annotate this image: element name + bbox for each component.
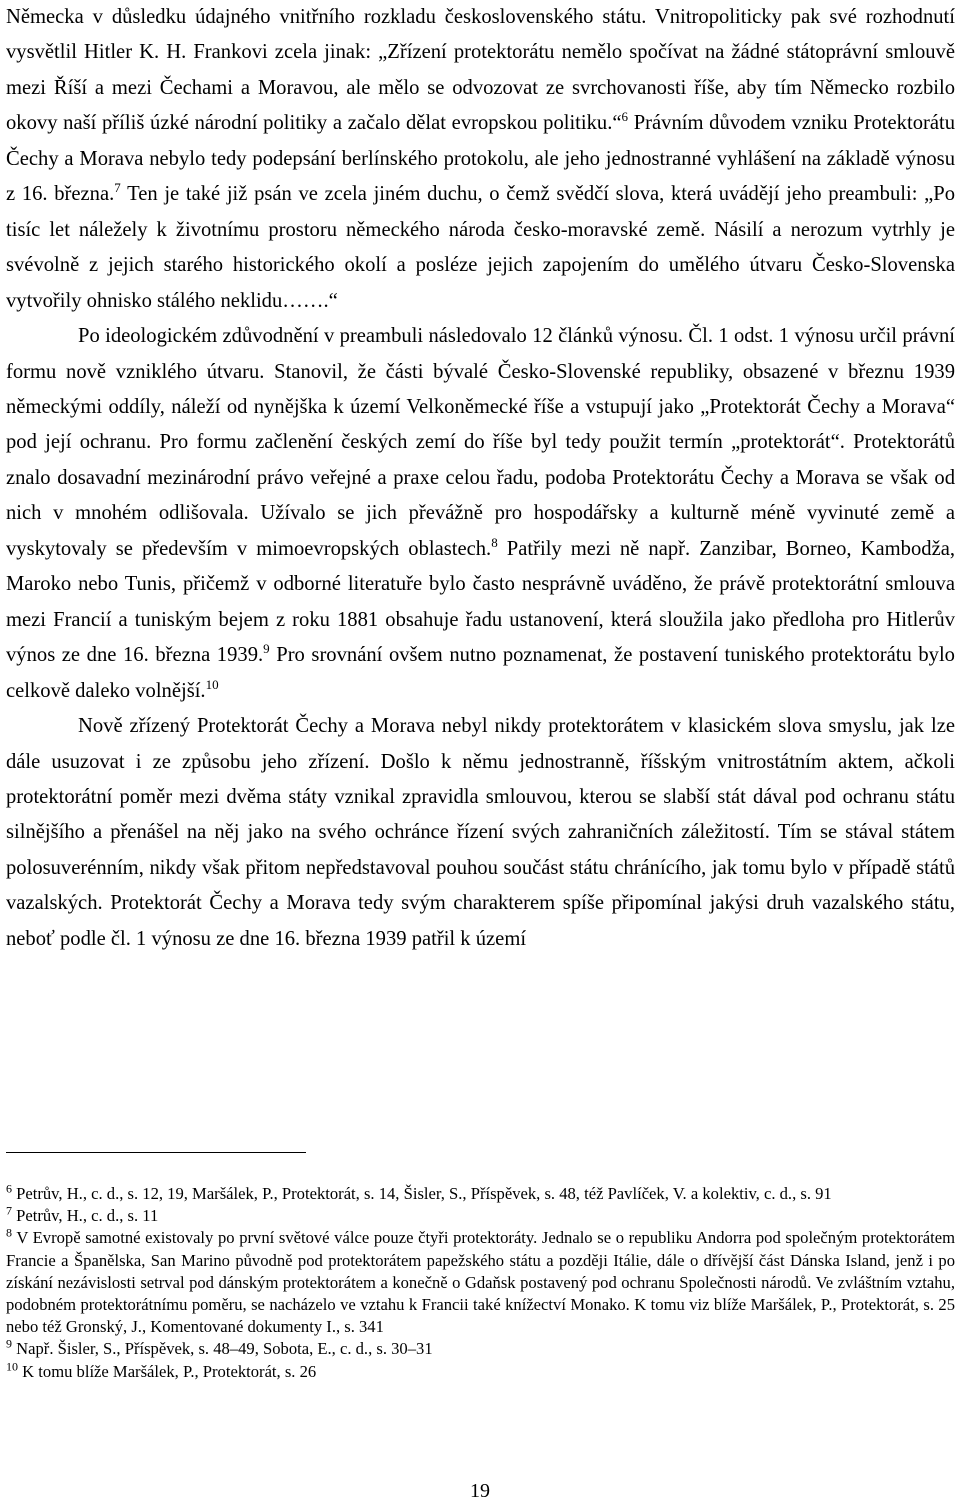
footnote-text: Např. Šisler, S., Příspěvek, s. 48–49, Sobota, E., c. d., s. 30–31 (12, 1339, 433, 1359)
footnotes (6, 1183, 955, 1383)
paragraph-text: Pro srovnání ovšem nutno poznamenat, že postavení tuniského protektorátu bylo celkově daleko volnější. (6, 644, 955, 702)
paragraph-text: Nově zřízený Protektorát Čechy a Morava nebyl nikdy protektorátem v klasickém slova smyslu, jak lze dále usuzovat i ze způsobu jeho zřízení. Došlo k němu jednostranně, říšským vnitrostátním aktem, ačkoli protektorátní poměr mezi dvěma státy vznikal zpravidla smlouvou, kterou se slabší stát dával pod ochranu státu silnějšího a přenášel na něj jako na svého ochránce řízení svých zahraničních záležitostí. Tím se stával státem polosuverénním, nikdy však přitom nepředstavoval pouhou součást státu chránícího, jak tomu bylo v případě států vazalských. Protektorát Čechy a Morava tedy svým charakterem spíše připomínal jakýsi druh vazalského státu, neboť podle čl. 1 výnosu ze dne 16. března 1939 patřil k území (6, 715, 955, 950)
paragraph-text: Právním důvodem vzniku Protektorátu Čechy a Morava nebylo tedy podepsání berlínského protokolu, ale jeho jednostranné vyhlášení na základě výnosu z 16. března. (6, 112, 956, 206)
paragraph (6, 319, 955, 709)
paragraph-text: Po ideologickém zdůvodnění v preambuli následovalo 12 článků výnosu. Čl. 1 odst. 1 výnosu určil právní formu nově vzniklého útvaru. Stanovil, že části bývalé Česko-Slovenské republiky, obsazené v březnu 1939 německými oddíly, náleží od nynějška k území Velkoněmecké říše a vstupují jako „Protektorát Čechy a Morava“ pod její ochranu. Pro formu začlenění českých zemí do říše byl tedy použit termín „protektorát“. Protektorátů znalo dosavadní mezinárodní právo veřejné a praxe celou řadu, podoba Protektorátu Čechy a Morava se však od nich v mnohém odlišovala. Užívalo se jich převážně pro hospodářsky a kulturně méně vyvinuté země a vyskytovaly se především v mimoevropských oblastech. (6, 325, 955, 560)
page-number: 19 (470, 1480, 490, 1502)
footnote (6, 1227, 955, 1338)
footnote (6, 1183, 955, 1205)
footnote-text: Petrův, H., c. d., s. 12, 19, Maršálek, P., Protektorát, s. 14, Šisler, S., Příspěvek, s. 48, též Pavlíček, V. a kolektiv, c. d., s. 91 (12, 1184, 832, 1203)
paragraph (6, 0, 955, 319)
footnote (6, 1361, 955, 1383)
paragraph-text: Německa v důsledku údajného vnitřního rozkladu československého státu. Vnitropoliticky pak své rozhodnutí vysvětlil Hitler K. H. Frankovi zcela jinak: „Zřízení protektorátu nemělo spočívat na žádné státoprávní smlouvě mezi Říší a mezi Čechami a Moravou, ale mělo se odvozovat ze svrchovanosti říše, aby tím Německo rozbilo okovy naší příliš úzké národní politiky a začalo dělat evropskou politiku.“ (6, 6, 955, 135)
paragraph-text: Patřily mezi ně např. Zanzibar, Borneo, Kambodža, Maroko nebo Tunis, přičemž v odborné literatuře bylo často nesprávně uváděno, že právě protektorátní smlouva mezi Francií a tuniským bejem z roku 1881 obsahuje řadu ustanovení, která sloužila jako předloha pro Hitlerův výnos ze dne 16. března 1939. (6, 537, 956, 667)
footnote (6, 1205, 955, 1227)
paragraph (6, 709, 955, 957)
footnote-ref: 8 (491, 534, 498, 550)
footnote-separator (6, 1152, 306, 1153)
footnote-text: V Evropě samotné existovaly po první světové válce pouze čtyři protektoráty. Jednalo se o republiku Andorra pod společným protektorátem Francie a Španělska, San Marino původně pod protektorátem papežského státu a později Itálie, dále o dřívější část Dánska Island, jenž i po získání nezávislosti setrval pod dánským protektorátem a konečně o Gdaňsk postavený pod ochranu Společnosti národů. Ve zvláštním vztahu, podobném protektorátnímu poměru, se nacházelo ve vztahu k Francii také knížectví Monako. K tomu viz blíže Maršálek, P., Protektorát, s. 25 nebo též Gronský, J., Komentované dokumenty I., s. 341 (6, 1228, 955, 1337)
footnote-ref: 10 (205, 676, 219, 692)
footnote-ref: 6 (621, 109, 629, 125)
footnote-ref: 7 (114, 180, 121, 196)
footnote-number: 6 (6, 1181, 12, 1196)
paragraph-text: Ten je také již psán ve zcela jiném duchu, o čemž svědčí slova, která uvádějí jeho preambuli: „Po tisíc let náležely k životnímu prostoru německého národa česko-moravské země. Násilí a nerozum vytrhly je svévolně z jejich starého historického okolí a posléze jejich zapojením do umělého útvaru Česko-Slovenska vytvořily ohnisko stálého neklidu…….“ (6, 183, 956, 312)
footnote-text: K tomu blíže Maršálek, P., Protektorát, s. 26 (18, 1361, 317, 1381)
footnote-text: Petrův, H., c. d., s. 11 (12, 1206, 159, 1226)
main-text (6, 0, 955, 957)
footnote-ref: 9 (263, 641, 270, 657)
footnote-number: 9 (6, 1336, 12, 1351)
footnote-number: 7 (6, 1203, 12, 1218)
footnote-number: 8 (6, 1225, 12, 1240)
footnote-number: 10 (6, 1359, 18, 1374)
footnote (6, 1338, 955, 1360)
